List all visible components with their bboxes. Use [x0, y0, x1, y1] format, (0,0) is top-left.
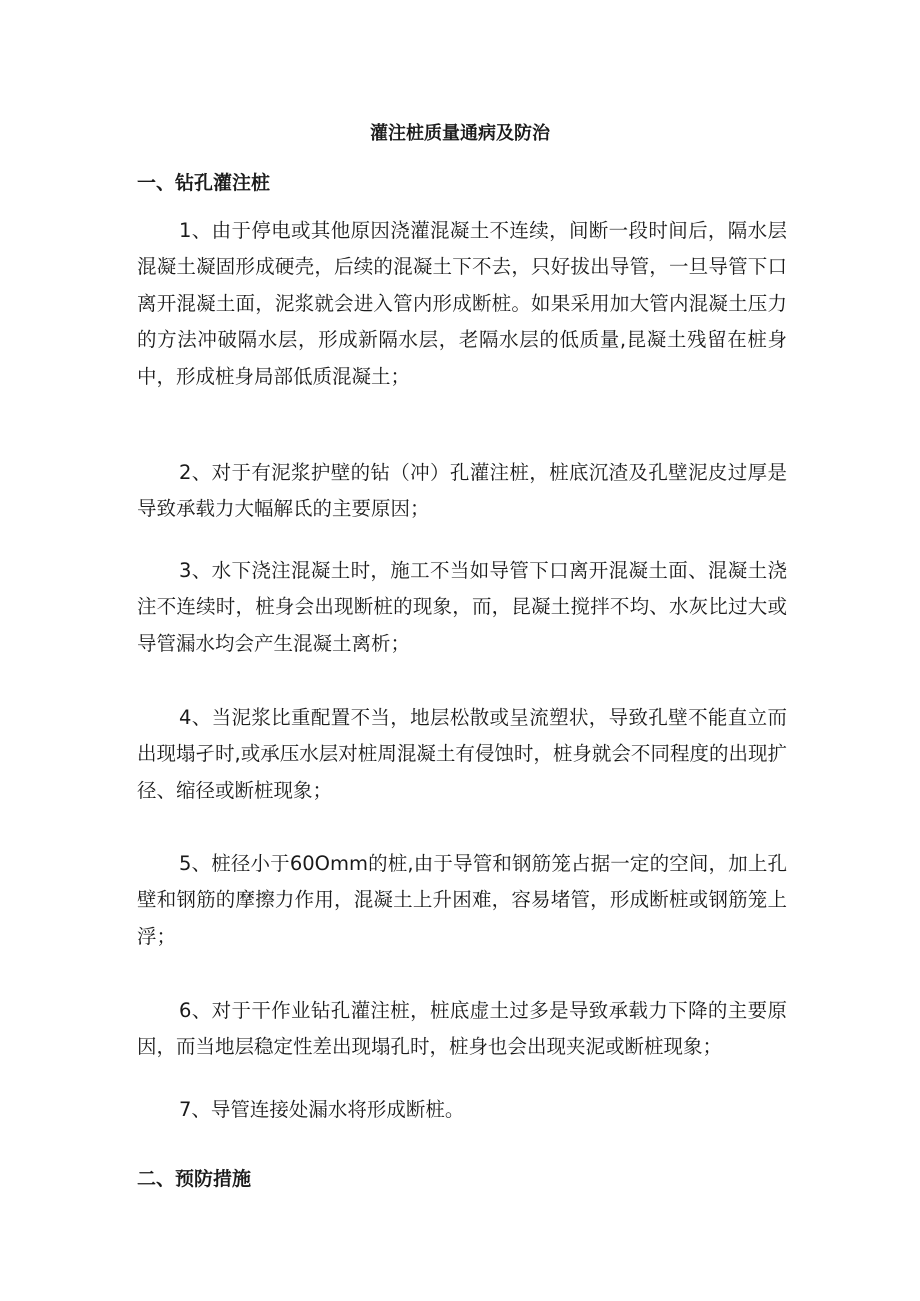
- paragraph-4: 4、当泥浆比重配置不当，地层松散或呈流塑状，导致孔壁不能直立而出现塌孑时,或承压水层对桩周混凝土有侵蚀时，桩身就会不同程度的出现扩径、缩径或断桩现象；: [137, 706, 787, 802]
- paragraph-7: 7、导管连接处漏水将形成断桩。: [179, 1098, 465, 1121]
- section-heading-drilled-piles: 一、钻孔灌注桩: [137, 172, 271, 194]
- paragraph-1: 1、由于停电或其他原因浇灌混凝土不连续，间断一段时间后，隔水层混凝土凝固形成硬壳，后续的混凝土下不去，只好拔出导管，一旦导管下口离开混凝土面，泥浆就会进入管内形成断桩。如果采用加大管内混凝土压力的方法冲破隔水层，形成新隔水层，老隔水层的低质量,昆凝土残留在桩身中，形成桩身局部低质混凝土；: [137, 219, 787, 388]
- paragraph-5: 5、桩径小于60Omm的桩,由于导管和钢筋笼占据一定的空间，加上孔壁和钢筋的摩擦力作用，混凝土上升困难，容易堵管，形成断桩或钢筋笼上浮；: [137, 852, 787, 948]
- document-title: 灌注桩质量通病及防治: [370, 123, 550, 144]
- paragraph-3: 3、水下浇注混凝土时，施工不当如导管下口离开混凝土面、混凝土浇注不连续时，桩身会出现断桩的现象，而，昆凝土搅拌不均、水灰比过大或导管漏水均会产生混凝土离析；: [137, 559, 787, 655]
- paragraph-6: 6、对于干作业钻孔灌注桩，桩底虚土过多是导致承载力下降的主要原因，而当地层稳定性差出现塌孔时，桩身也会出现夹泥或断桩现象；: [137, 999, 787, 1059]
- section-heading-prevention: 二、预防措施: [137, 1168, 252, 1190]
- paragraph-2: 2、对于有泥浆护壁的钻（冲）孔灌注桩，桩底沉渣及孔壁泥皮过厚是导致承载力大幅解氐的主要原因；: [137, 461, 787, 521]
